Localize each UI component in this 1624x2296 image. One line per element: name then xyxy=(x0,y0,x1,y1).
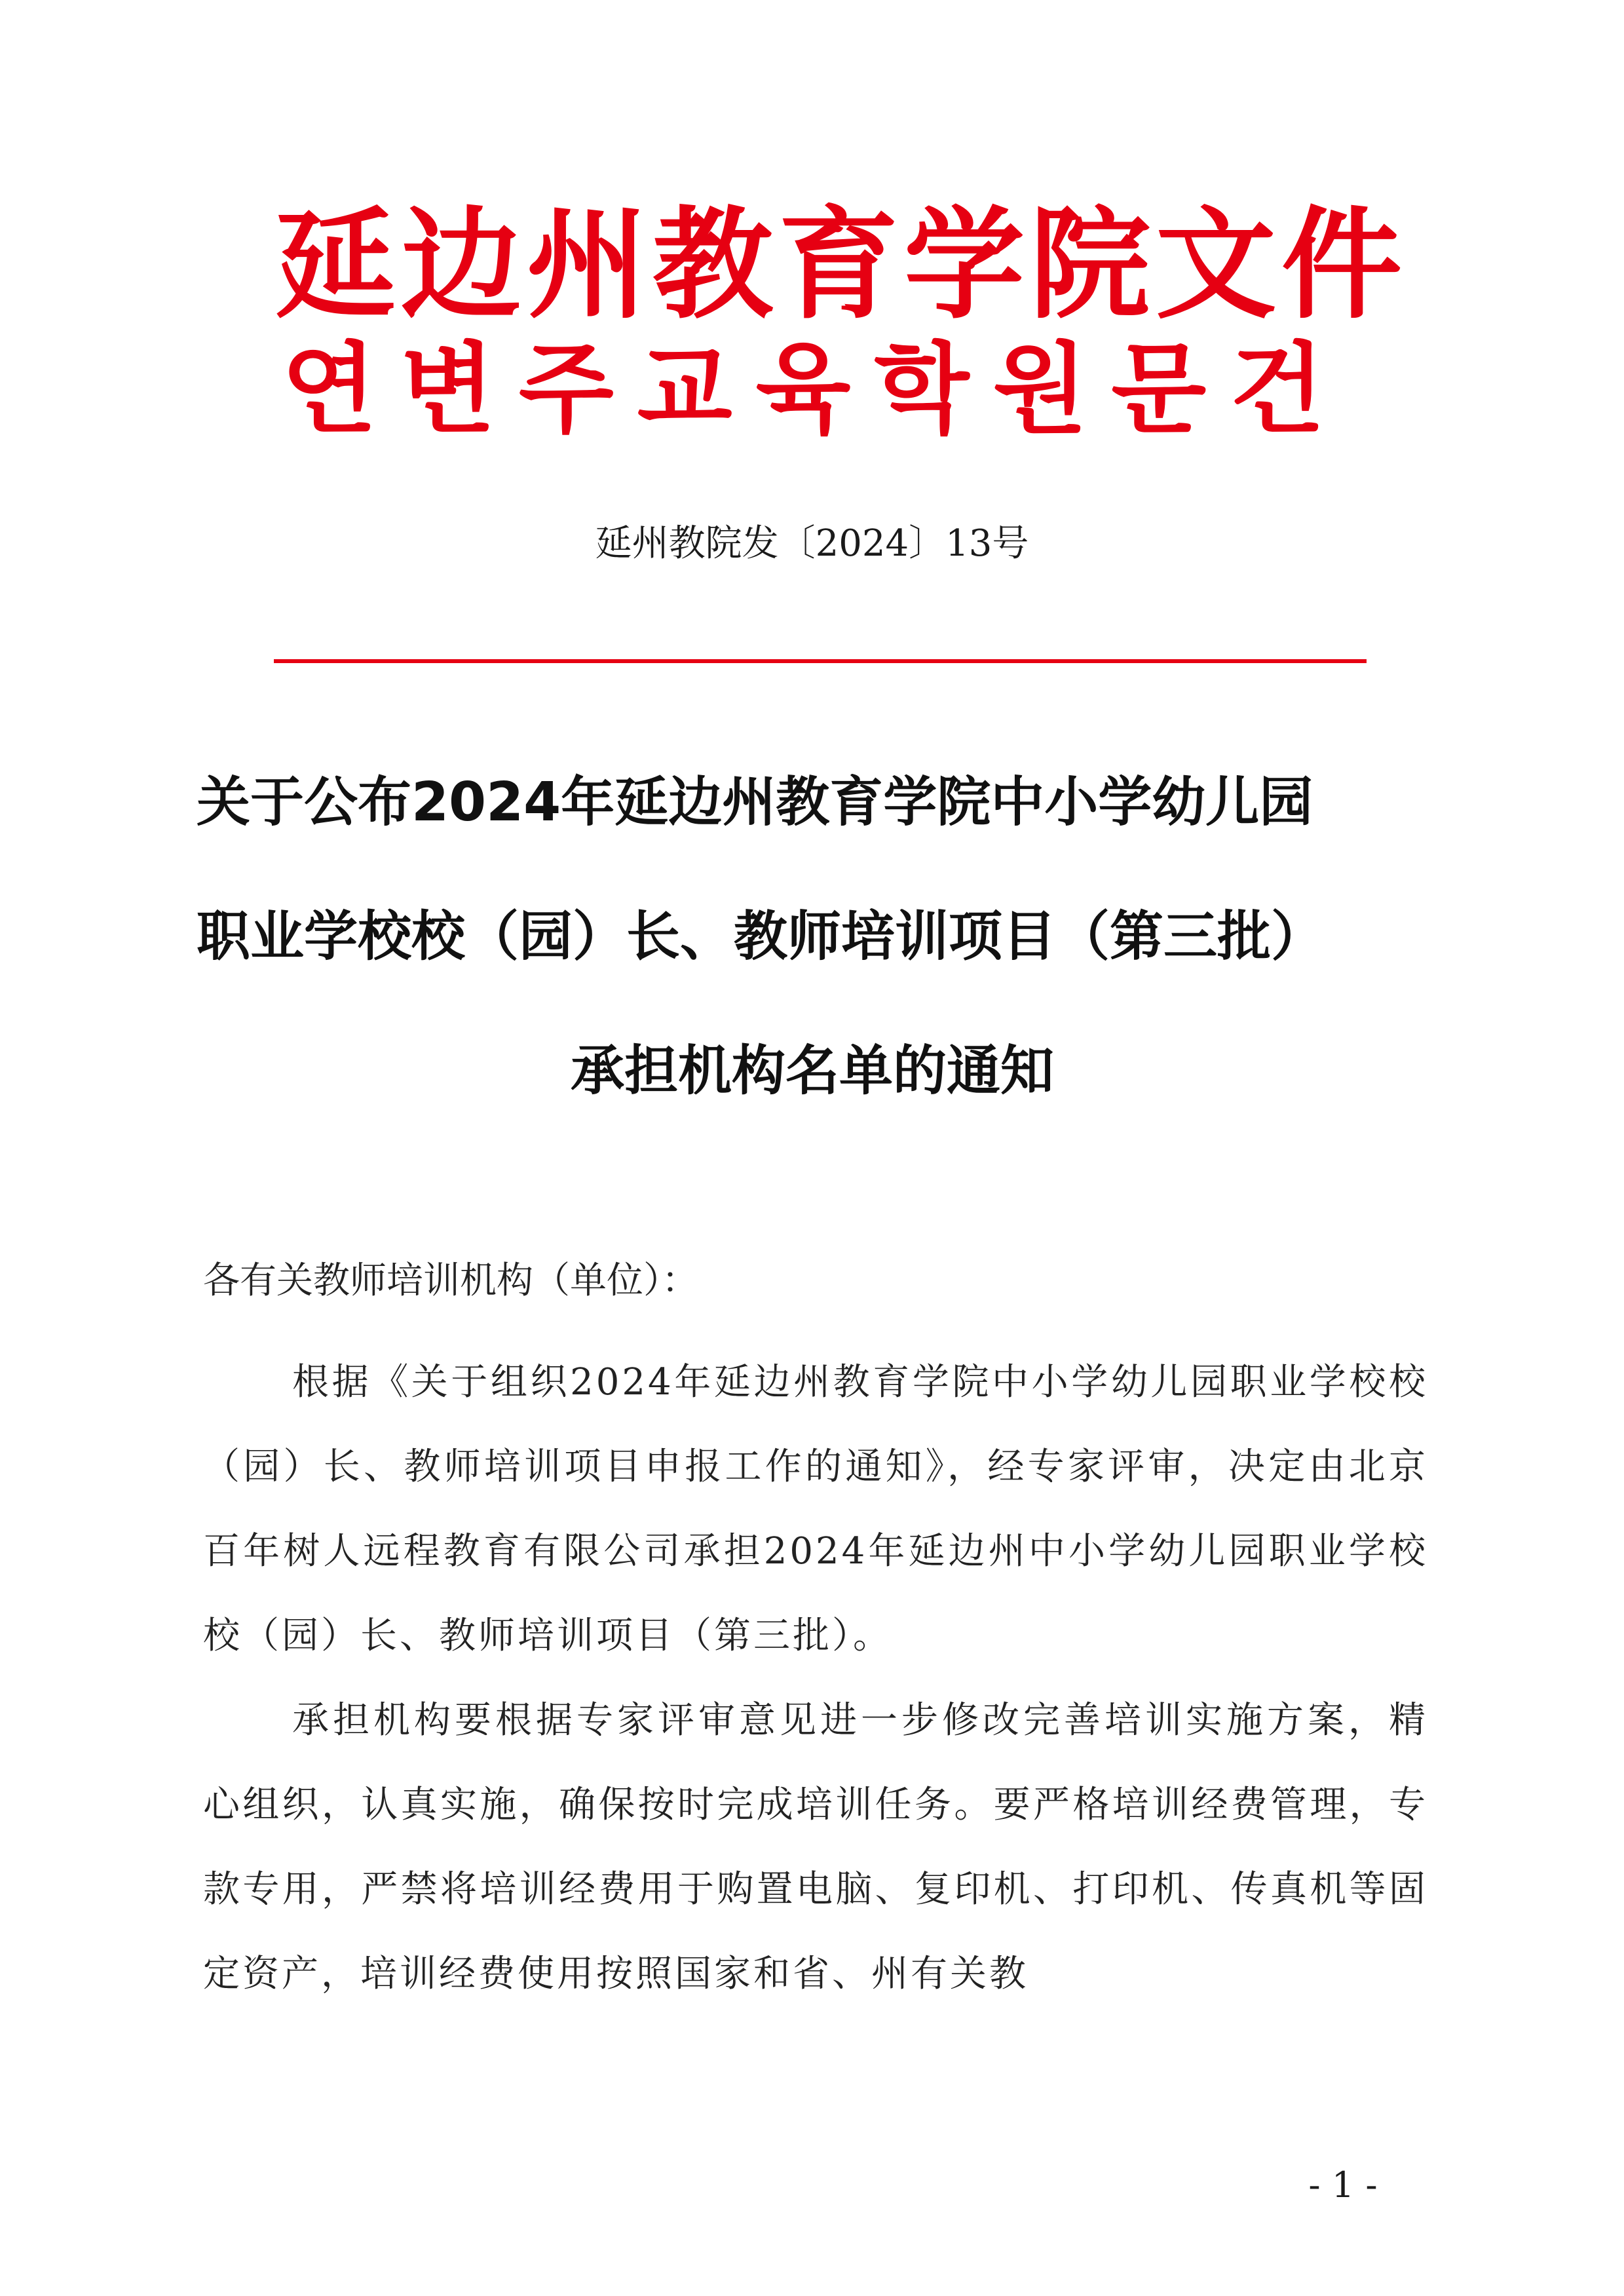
document-number: 延州教院发〔2024〕13号 xyxy=(595,522,1029,565)
title-line-3: 承担机构名单的通知 xyxy=(570,1040,1054,1102)
notice-body xyxy=(203,1255,1428,2016)
paragraph-2: 承担机构要根据专家评审意见进一步修改完善培训实施方案，精心组织，认真实施，确保按时完成培训任务。要严格培训经费管理，专款专用，严禁将培训经费用于购置电脑、复印机、打印机、传真机等固定资产，培训经费使用按照国家和省、州有关教 xyxy=(203,1699,1428,1995)
title-line-2: 职业学校校（园）长、教师培训项目（第三批） xyxy=(197,906,1325,968)
red-header-korean: 연변주교육학원문건 xyxy=(282,333,1349,447)
page-number: - 1 - xyxy=(1308,2164,1378,2206)
title-line-1: 关于公布2024年延边州教育学院中小学幼儿园 xyxy=(197,771,1313,833)
paragraph-1: 根据《关于组织2024年延边州教育学院中小学幼儿园职业学校校（园）长、教师培训项目申报工作的通知》，经专家评审，决定由北京百年树人远程教育有限公司承担2024年延边州中小学幼儿园职业学校校（园）长、教师培训项目（第三批）。 xyxy=(203,1361,1428,1657)
red-separator-line xyxy=(274,659,1367,663)
red-header-chinese: 延边州教育学院文件 xyxy=(275,195,1408,335)
salutation: 各有关教师培训机构（单位）： xyxy=(203,1259,698,1302)
notice-title xyxy=(197,767,1428,1170)
